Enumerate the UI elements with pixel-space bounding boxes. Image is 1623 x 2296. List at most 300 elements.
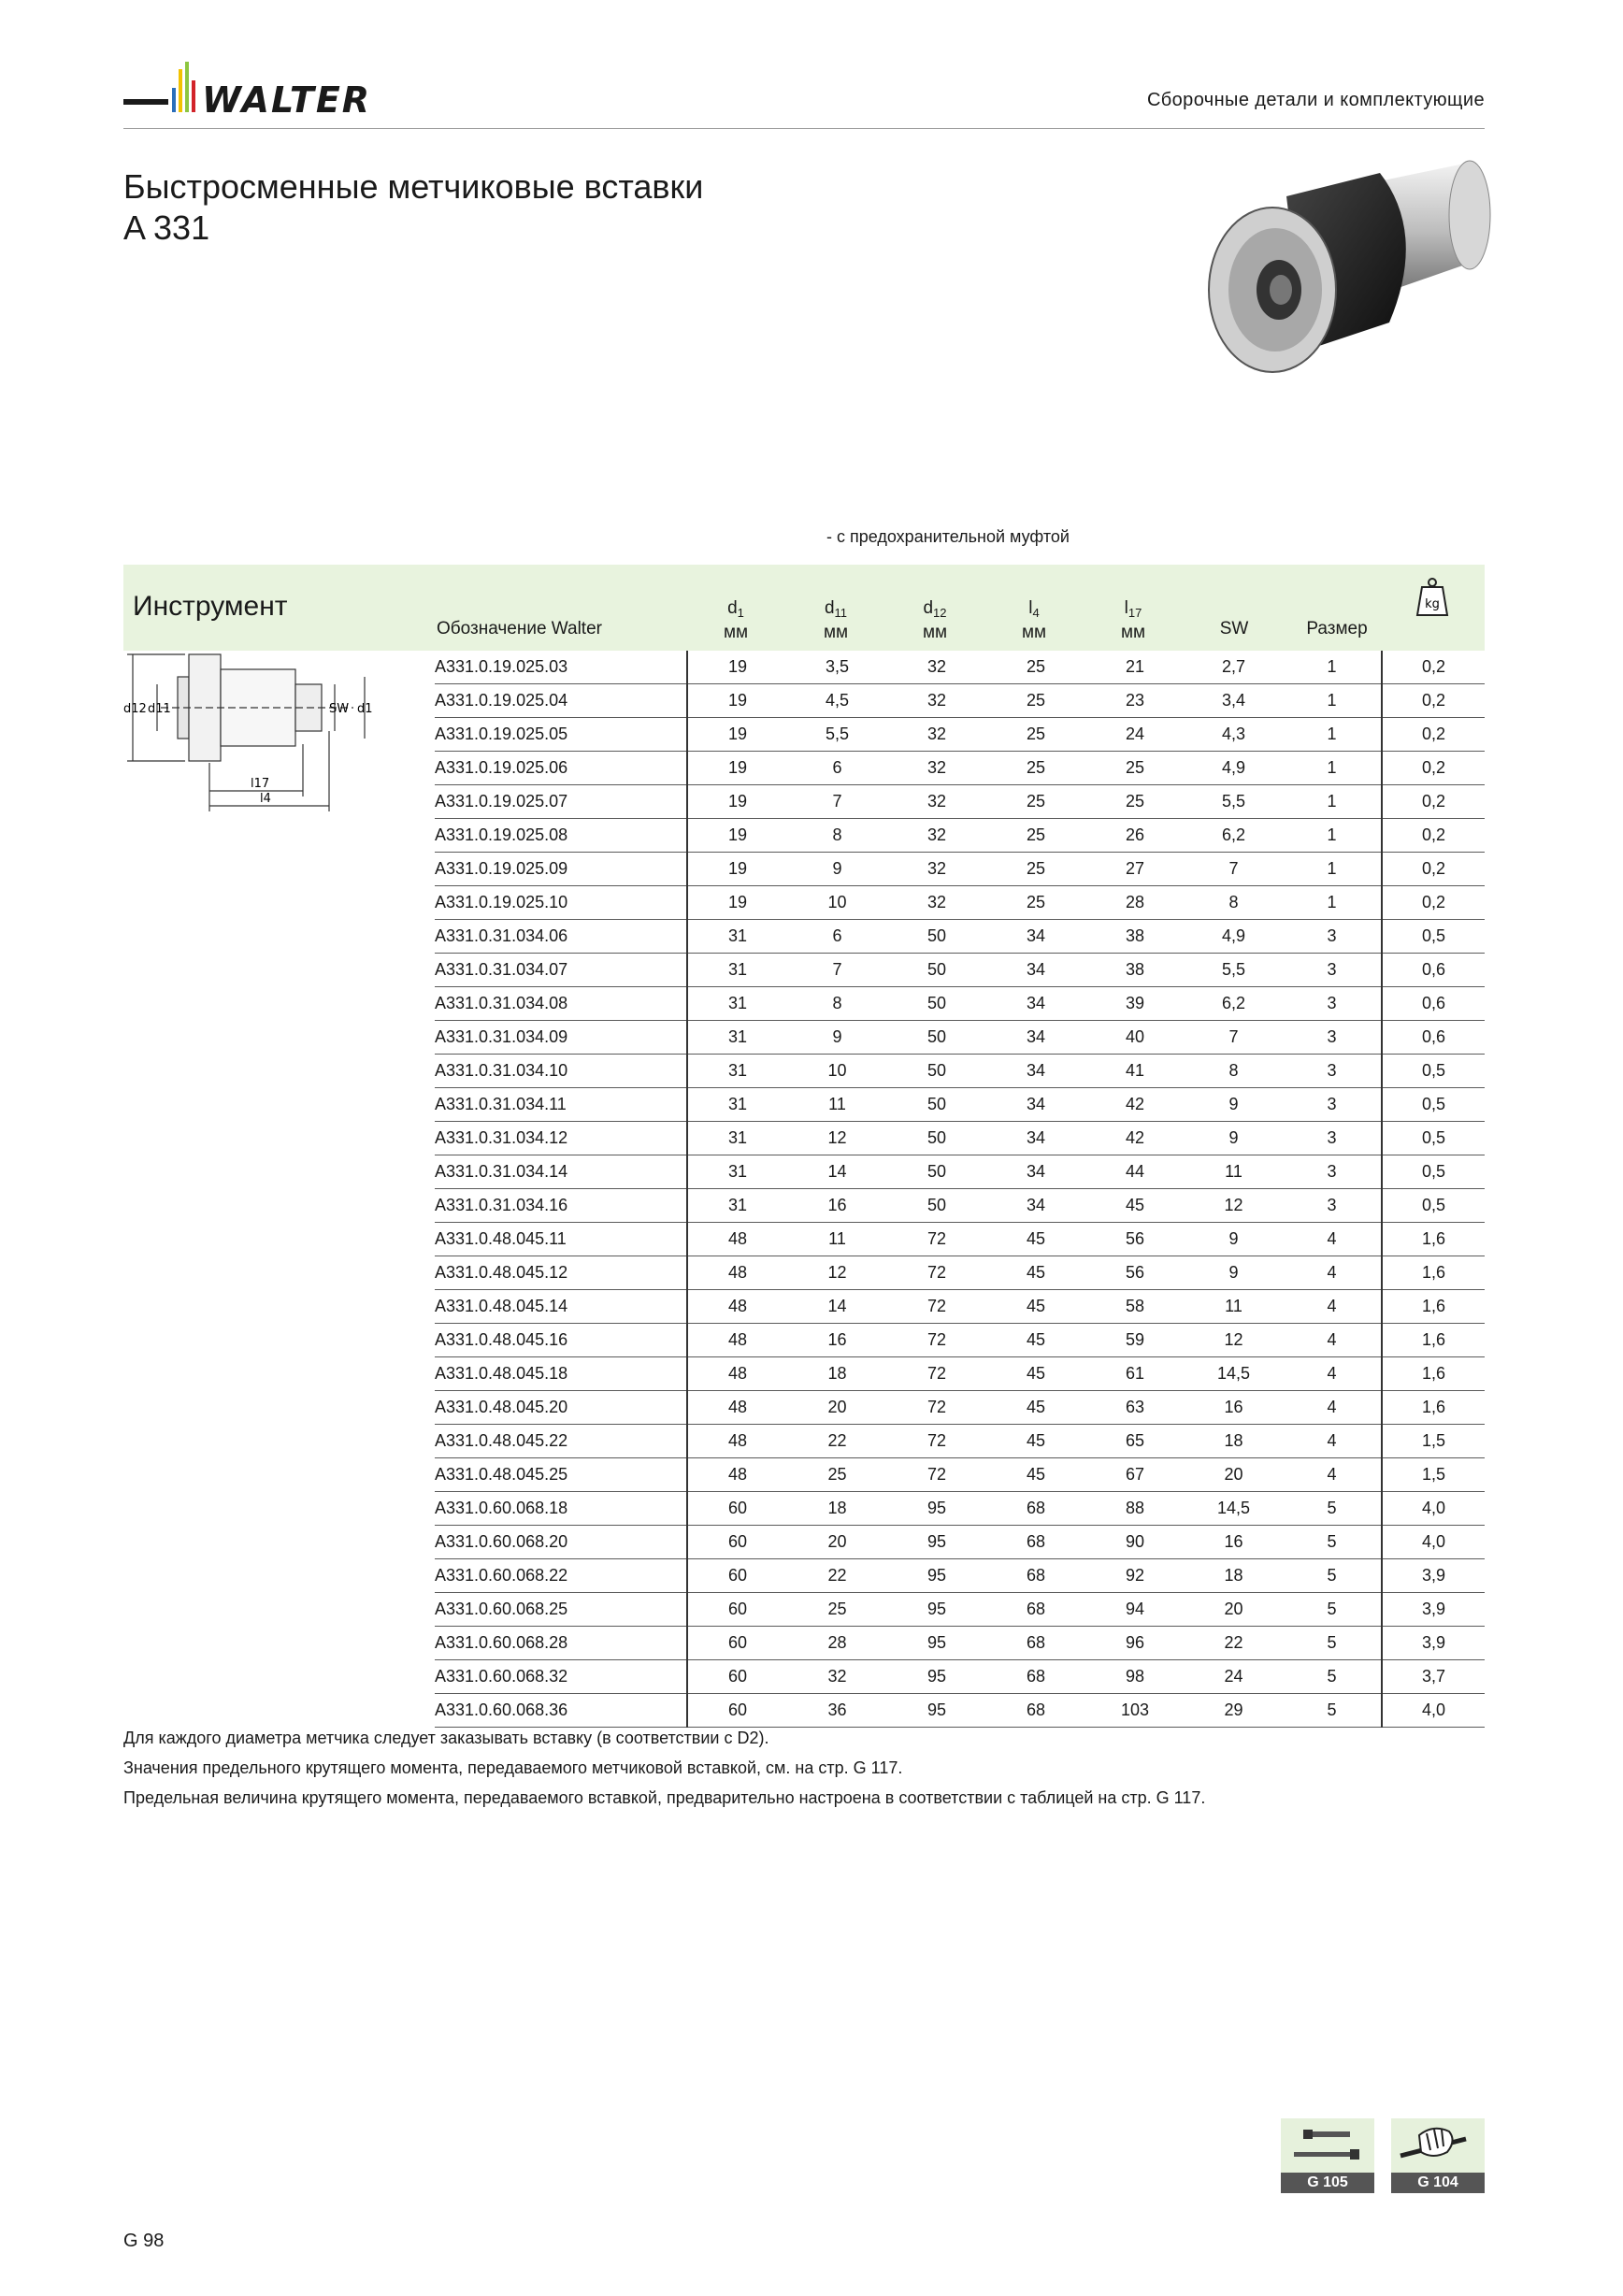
table-row (435, 954, 1485, 987)
cell-l17: 28 (1085, 886, 1185, 920)
cell-l4: 45 (986, 1223, 1085, 1256)
cell-l4: 45 (986, 1391, 1085, 1425)
cell-d12: 50 (887, 987, 986, 1021)
cell-size: 1 (1283, 785, 1382, 819)
cell-l17: 40 (1085, 1021, 1185, 1055)
cell-designation: A331.0.19.025.04 (435, 684, 687, 718)
cell-sw: 9 (1185, 1088, 1283, 1122)
cell-designation: A331.0.48.045.18 (435, 1357, 687, 1391)
cell-d11: 18 (787, 1492, 887, 1526)
cell-l4: 34 (986, 954, 1085, 987)
col-header-name: Обозначение Walter (437, 619, 602, 639)
svg-text:kg: kg (1425, 597, 1440, 611)
table-row (435, 1458, 1485, 1492)
table-row (435, 785, 1485, 819)
cell-l17: 59 (1085, 1324, 1185, 1357)
cell-designation: A331.0.19.025.03 (435, 651, 687, 684)
cell-weight: 1,6 (1382, 1223, 1485, 1256)
cell-l17: 42 (1085, 1088, 1185, 1122)
cell-d1: 60 (687, 1593, 787, 1627)
cell-d11: 9 (787, 853, 887, 886)
cell-weight: 0,2 (1382, 651, 1485, 684)
cell-l4: 68 (986, 1526, 1085, 1559)
cell-designation: A331.0.48.045.25 (435, 1458, 687, 1492)
cell-weight: 4,0 (1382, 1694, 1485, 1728)
cell-size: 3 (1283, 920, 1382, 954)
cell-designation: A331.0.48.045.14 (435, 1290, 687, 1324)
cell-d1: 48 (687, 1458, 787, 1492)
cell-designation: A331.0.31.034.10 (435, 1055, 687, 1088)
table-row (435, 1122, 1485, 1155)
table-row (435, 1088, 1485, 1122)
cell-l17: 61 (1085, 1357, 1185, 1391)
cell-designation: A331.0.19.025.07 (435, 785, 687, 819)
cell-designation: A331.0.19.025.10 (435, 886, 687, 920)
cell-size: 4 (1283, 1391, 1382, 1425)
cell-l17: 96 (1085, 1627, 1185, 1660)
cell-d12: 50 (887, 954, 986, 987)
cell-designation: A331.0.48.045.22 (435, 1425, 687, 1458)
cell-d11: 4,5 (787, 684, 887, 718)
cell-d11: 9 (787, 1021, 887, 1055)
cell-d12: 50 (887, 1122, 986, 1155)
cell-designation: A331.0.19.025.06 (435, 752, 687, 785)
cell-d1: 19 (687, 853, 787, 886)
cell-d12: 50 (887, 1155, 986, 1189)
cell-l4: 34 (986, 1189, 1085, 1223)
cell-l17: 21 (1085, 651, 1185, 684)
cell-d1: 19 (687, 651, 787, 684)
cell-d1: 60 (687, 1694, 787, 1728)
cell-d12: 50 (887, 1055, 986, 1088)
cell-d1: 31 (687, 1155, 787, 1189)
cell-l4: 25 (986, 718, 1085, 752)
cell-size: 4 (1283, 1425, 1382, 1458)
technical-drawing (120, 651, 400, 838)
cell-d11: 7 (787, 954, 887, 987)
cell-d12: 32 (887, 886, 986, 920)
cell-designation: A331.0.31.034.06 (435, 920, 687, 954)
cell-sw: 18 (1185, 1425, 1283, 1458)
cell-d12: 32 (887, 853, 986, 886)
cell-d11: 11 (787, 1223, 887, 1256)
cell-l4: 68 (986, 1627, 1085, 1660)
cell-l17: 39 (1085, 987, 1185, 1021)
cell-sw: 9 (1185, 1223, 1283, 1256)
cell-d11: 36 (787, 1694, 887, 1728)
cell-d1: 48 (687, 1256, 787, 1290)
col-header-l4: $l_4$ мм (1021, 598, 1047, 642)
cell-d11: 14 (787, 1290, 887, 1324)
table-row (435, 1055, 1485, 1088)
cell-weight: 1,5 (1382, 1425, 1485, 1458)
cell-l17: 56 (1085, 1256, 1185, 1290)
cell-weight: 0,2 (1382, 785, 1485, 819)
cell-l4: 68 (986, 1492, 1085, 1526)
cell-designation: A331.0.31.034.07 (435, 954, 687, 987)
walter-logo (123, 62, 404, 120)
cell-size: 3 (1283, 954, 1382, 987)
cell-weight: 1,6 (1382, 1290, 1485, 1324)
cell-d11: 16 (787, 1324, 887, 1357)
cell-d1: 31 (687, 1088, 787, 1122)
cell-d1: 31 (687, 1055, 787, 1088)
cell-d12: 95 (887, 1627, 986, 1660)
cell-designation: A331.0.31.034.12 (435, 1122, 687, 1155)
cell-sw: 22 (1185, 1627, 1283, 1660)
logo-text: WALTER (202, 79, 372, 120)
cell-size: 3 (1283, 1122, 1382, 1155)
table-row (435, 718, 1485, 752)
table-row (435, 1189, 1485, 1223)
cell-weight: 1,5 (1382, 1458, 1485, 1492)
cell-l17: 26 (1085, 819, 1185, 853)
cell-l17: 45 (1085, 1189, 1185, 1223)
cell-d11: 7 (787, 785, 887, 819)
cell-l17: 67 (1085, 1458, 1185, 1492)
cell-sw: 8 (1185, 886, 1283, 920)
table-row (435, 819, 1485, 853)
cell-size: 1 (1283, 819, 1382, 853)
cell-d1: 48 (687, 1357, 787, 1391)
cell-size: 4 (1283, 1256, 1382, 1290)
cell-l4: 25 (986, 886, 1085, 920)
cell-weight: 0,5 (1382, 1122, 1485, 1155)
cell-designation: A331.0.19.025.09 (435, 853, 687, 886)
table-row (435, 1526, 1485, 1559)
cell-d12: 50 (887, 1189, 986, 1223)
cell-d12: 50 (887, 1021, 986, 1055)
table-row (435, 1391, 1485, 1425)
cell-d1: 19 (687, 718, 787, 752)
cell-weight: 0,2 (1382, 718, 1485, 752)
cell-weight: 0,5 (1382, 1055, 1485, 1088)
cell-d12: 72 (887, 1425, 986, 1458)
cell-weight: 4,0 (1382, 1492, 1485, 1526)
table-row (435, 651, 1485, 684)
footnote-2: Значения предельного крутящего момента, передаваемого метчиковой вставкой, см. на стр. G 117. (123, 1758, 903, 1777)
cell-size: 3 (1283, 1088, 1382, 1122)
cell-sw: 18 (1185, 1559, 1283, 1593)
cell-weight: 3,9 (1382, 1593, 1485, 1627)
cell-size: 3 (1283, 1055, 1382, 1088)
cell-designation: A331.0.31.034.14 (435, 1155, 687, 1189)
cell-l4: 45 (986, 1458, 1085, 1492)
safety-clutch-note: - с предохранительной муфтой (826, 527, 1070, 546)
cell-l4: 34 (986, 1088, 1085, 1122)
cell-size: 4 (1283, 1223, 1382, 1256)
cell-l4: 45 (986, 1290, 1085, 1324)
cell-weight: 0,6 (1382, 954, 1485, 987)
cell-designation: A331.0.48.045.16 (435, 1324, 687, 1357)
cell-size: 4 (1283, 1290, 1382, 1324)
cell-d11: 8 (787, 987, 887, 1021)
page-number: G 98 (123, 2231, 165, 2251)
cell-d11: 10 (787, 886, 887, 920)
cell-sw: 7 (1185, 853, 1283, 886)
table-row (435, 920, 1485, 954)
cell-size: 1 (1283, 752, 1382, 785)
footnote-1: Для каждого диаметра метчика следует заказывать вставку (в соответствии с D2). (123, 1729, 769, 1747)
cell-d11: 18 (787, 1357, 887, 1391)
cell-d1: 31 (687, 1021, 787, 1055)
cell-designation: A331.0.60.068.32 (435, 1660, 687, 1694)
footnotes (123, 1723, 1205, 1813)
cell-l4: 45 (986, 1357, 1085, 1391)
cell-sw: 12 (1185, 1189, 1283, 1223)
cell-l17: 92 (1085, 1559, 1185, 1593)
cell-size: 3 (1283, 1155, 1382, 1189)
cell-d11: 25 (787, 1593, 887, 1627)
cell-size: 4 (1283, 1357, 1382, 1391)
cell-designation: A331.0.60.068.28 (435, 1627, 687, 1660)
cell-d1: 48 (687, 1324, 787, 1357)
cell-d1: 19 (687, 886, 787, 920)
cell-weight: 0,2 (1382, 819, 1485, 853)
cell-designation: A331.0.19.025.08 (435, 819, 687, 853)
cell-d1: 31 (687, 987, 787, 1021)
cell-d11: 8 (787, 819, 887, 853)
cell-l4: 25 (986, 853, 1085, 886)
cell-d1: 60 (687, 1526, 787, 1559)
table-row (435, 1155, 1485, 1189)
cell-d12: 32 (887, 819, 986, 853)
cell-size: 1 (1283, 718, 1382, 752)
cell-d12: 72 (887, 1223, 986, 1256)
cell-l4: 34 (986, 1021, 1085, 1055)
cell-sw: 9 (1185, 1122, 1283, 1155)
table-row (435, 1324, 1485, 1357)
cell-sw: 24 (1185, 1660, 1283, 1694)
cell-l4: 68 (986, 1593, 1085, 1627)
cell-size: 5 (1283, 1492, 1382, 1526)
ref-g104[interactable] (1391, 2118, 1485, 2190)
bolt-icon (1281, 2118, 1374, 2173)
label-l4: l4 (260, 792, 271, 806)
cell-d12: 50 (887, 920, 986, 954)
cell-l17: 63 (1085, 1391, 1185, 1425)
cell-sw: 16 (1185, 1526, 1283, 1559)
cell-sw: 11 (1185, 1155, 1283, 1189)
table-row (435, 752, 1485, 785)
cell-size: 4 (1283, 1324, 1382, 1357)
cell-designation: A331.0.60.068.18 (435, 1492, 687, 1526)
cell-size: 3 (1283, 1189, 1382, 1223)
cell-designation: A331.0.48.045.12 (435, 1256, 687, 1290)
cell-d11: 12 (787, 1256, 887, 1290)
cell-weight: 0,2 (1382, 886, 1485, 920)
cell-size: 3 (1283, 1021, 1382, 1055)
cell-l4: 25 (986, 819, 1085, 853)
cell-l4: 45 (986, 1256, 1085, 1290)
cell-l4: 68 (986, 1559, 1085, 1593)
cell-sw: 4,9 (1185, 920, 1283, 954)
cell-d1: 60 (687, 1492, 787, 1526)
cell-l4: 34 (986, 920, 1085, 954)
title-line-1: Быстросменные метчиковые вставки (123, 167, 704, 206)
cell-l4: 45 (986, 1425, 1085, 1458)
ref-label-g105[interactable]: G 105 (1281, 2173, 1374, 2193)
cell-d11: 11 (787, 1088, 887, 1122)
cell-d11: 22 (787, 1559, 887, 1593)
cell-d12: 72 (887, 1357, 986, 1391)
cell-l4: 25 (986, 752, 1085, 785)
product-photo (1193, 159, 1501, 402)
cell-l17: 38 (1085, 920, 1185, 954)
cell-l17: 38 (1085, 954, 1185, 987)
cell-designation: A331.0.48.045.11 (435, 1223, 687, 1256)
label-d1: d1 (357, 702, 373, 716)
cell-d1: 48 (687, 1223, 787, 1256)
cell-d11: 16 (787, 1189, 887, 1223)
cell-d12: 95 (887, 1492, 986, 1526)
cell-d12: 95 (887, 1559, 986, 1593)
cell-l17: 56 (1085, 1223, 1185, 1256)
cell-sw: 3,4 (1185, 684, 1283, 718)
cell-l4: 45 (986, 1324, 1085, 1357)
cell-d11: 6 (787, 752, 887, 785)
cell-d11: 6 (787, 920, 887, 954)
cell-sw: 14,5 (1185, 1357, 1283, 1391)
table-row (435, 684, 1485, 718)
cell-sw: 8 (1185, 1055, 1283, 1088)
cell-size: 1 (1283, 853, 1382, 886)
cell-sw: 14,5 (1185, 1492, 1283, 1526)
cell-l4: 25 (986, 684, 1085, 718)
cell-d12: 95 (887, 1526, 986, 1559)
cell-l17: 27 (1085, 853, 1185, 886)
cell-sw: 7 (1185, 1021, 1283, 1055)
cell-d1: 48 (687, 1290, 787, 1324)
cell-d1: 31 (687, 1122, 787, 1155)
cell-d1: 31 (687, 920, 787, 954)
table-row (435, 1290, 1485, 1324)
section-title: Сборочные детали и комплектующие (1146, 90, 1485, 110)
table-row (435, 853, 1485, 886)
table-row (435, 1256, 1485, 1290)
cell-designation: A331.0.48.045.20 (435, 1391, 687, 1425)
cell-d1: 19 (687, 684, 787, 718)
cell-sw: 4,9 (1185, 752, 1283, 785)
cell-l4: 34 (986, 1122, 1085, 1155)
cell-size: 5 (1283, 1559, 1382, 1593)
cell-size: 4 (1283, 1458, 1382, 1492)
cell-d12: 72 (887, 1290, 986, 1324)
ref-label-g104[interactable]: G 104 (1391, 2173, 1485, 2193)
weight-icon (1415, 578, 1449, 617)
cell-designation: A331.0.60.068.25 (435, 1593, 687, 1627)
cell-weight: 4,0 (1382, 1526, 1485, 1559)
page-title (123, 166, 703, 249)
cell-d12: 95 (887, 1593, 986, 1627)
table-row (435, 1357, 1485, 1391)
cell-d1: 48 (687, 1391, 787, 1425)
cell-d12: 32 (887, 718, 986, 752)
cell-sw: 20 (1185, 1593, 1283, 1627)
cell-l4: 25 (986, 651, 1085, 684)
cell-weight: 0,6 (1382, 1021, 1485, 1055)
cell-weight: 1,6 (1382, 1391, 1485, 1425)
cell-l4: 34 (986, 987, 1085, 1021)
cell-d11: 14 (787, 1155, 887, 1189)
cell-l17: 44 (1085, 1155, 1185, 1189)
cell-size: 1 (1283, 684, 1382, 718)
cell-sw: 4,3 (1185, 718, 1283, 752)
col-header-d11: $d_{11}$ мм (823, 598, 849, 642)
col-header-size: Размер (1306, 619, 1368, 639)
cell-l17: 65 (1085, 1425, 1185, 1458)
cell-weight: 0,5 (1382, 1155, 1485, 1189)
cell-weight: 3,9 (1382, 1627, 1485, 1660)
cell-d11: 12 (787, 1122, 887, 1155)
table-header-band (123, 565, 1485, 651)
cell-l17: 42 (1085, 1122, 1185, 1155)
cell-d12: 72 (887, 1256, 986, 1290)
cell-d1: 19 (687, 752, 787, 785)
cell-weight: 0,5 (1382, 1088, 1485, 1122)
cell-d1: 31 (687, 1189, 787, 1223)
cell-designation: A331.0.31.034.16 (435, 1189, 687, 1223)
cell-designation: A331.0.19.025.05 (435, 718, 687, 752)
band-title: Инструмент (133, 591, 288, 622)
cell-l17: 103 (1085, 1694, 1185, 1728)
table-row (435, 1593, 1485, 1627)
cell-d12: 32 (887, 785, 986, 819)
cell-weight: 0,5 (1382, 1189, 1485, 1223)
cell-weight: 0,2 (1382, 684, 1485, 718)
cell-d12: 32 (887, 684, 986, 718)
wrench-hand-icon (1391, 2118, 1485, 2173)
cell-d11: 32 (787, 1660, 887, 1694)
title-line-2: A 331 (123, 208, 210, 247)
cell-sw: 6,2 (1185, 819, 1283, 853)
cell-d12: 72 (887, 1458, 986, 1492)
cell-sw: 2,7 (1185, 651, 1283, 684)
cell-weight: 1,6 (1382, 1256, 1485, 1290)
cell-weight: 1,6 (1382, 1357, 1485, 1391)
cell-weight: 3,7 (1382, 1660, 1485, 1694)
cell-sw: 6,2 (1185, 987, 1283, 1021)
cell-d1: 60 (687, 1559, 787, 1593)
cell-designation: A331.0.31.034.08 (435, 987, 687, 1021)
label-d11: d11 (148, 702, 171, 716)
ref-g105[interactable] (1281, 2118, 1374, 2190)
cell-designation: A331.0.31.034.09 (435, 1021, 687, 1055)
cell-d11: 20 (787, 1391, 887, 1425)
cell-l4: 68 (986, 1660, 1085, 1694)
cell-size: 5 (1283, 1526, 1382, 1559)
col-header-l17: $l_{17}$ мм (1120, 598, 1146, 642)
cell-l17: 24 (1085, 718, 1185, 752)
cell-l4: 25 (986, 785, 1085, 819)
cell-size: 1 (1283, 651, 1382, 684)
cell-d11: 10 (787, 1055, 887, 1088)
cell-weight: 0,2 (1382, 752, 1485, 785)
cell-size: 3 (1283, 987, 1382, 1021)
footnote-3: Предельная величина крутящего момента, передаваемого вставкой, предварительно настроена в соответствии с таблицей на стр. G 117. (123, 1788, 1206, 1807)
cell-sw: 5,5 (1185, 954, 1283, 987)
cell-size: 5 (1283, 1593, 1382, 1627)
cell-l17: 88 (1085, 1492, 1185, 1526)
cell-d11: 20 (787, 1526, 887, 1559)
header-divider (123, 128, 1485, 129)
cell-size: 5 (1283, 1660, 1382, 1694)
cell-sw: 12 (1185, 1324, 1283, 1357)
cell-sw: 5,5 (1185, 785, 1283, 819)
cell-d12: 95 (887, 1660, 986, 1694)
table-row (435, 1492, 1485, 1526)
cell-d1: 48 (687, 1425, 787, 1458)
